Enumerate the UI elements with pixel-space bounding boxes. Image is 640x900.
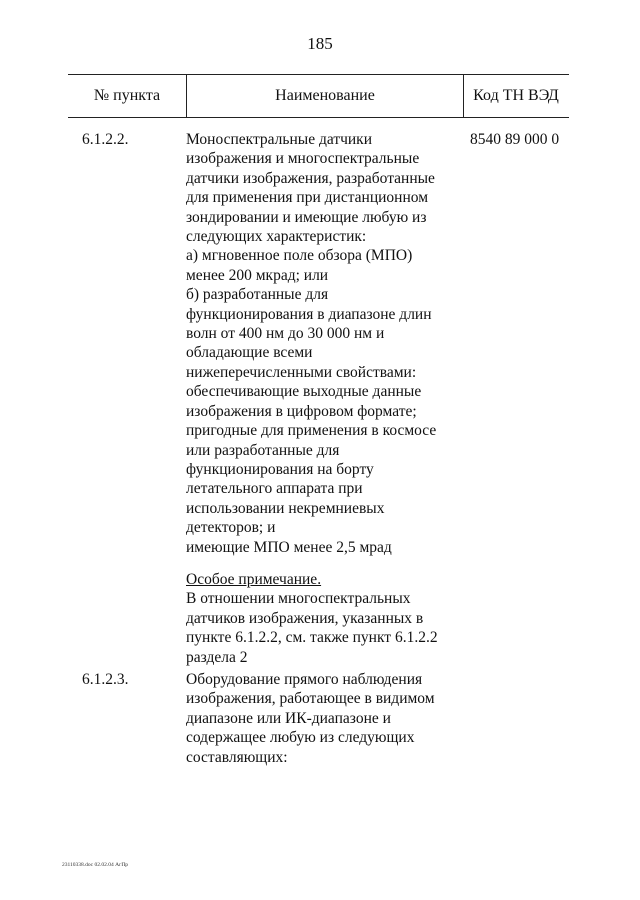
page-number: 185 [307, 34, 333, 53]
text-line: изображения и многоспектральные [186, 150, 420, 168]
text-line: функционирования в диапазоне длин [186, 305, 432, 323]
text-line: В отношении многоспектральных [186, 590, 411, 608]
text-line: Моноспектральные датчики [186, 131, 373, 148]
header-code: Код ТН ВЭД [473, 87, 559, 104]
text-line: менее 200 мкрад; или [186, 266, 329, 284]
text-line: раздела 2 [186, 648, 248, 666]
text-line: или разработанные для [186, 441, 340, 459]
text-line: функционирования на борту [186, 460, 374, 478]
text-line: детекторов; и [186, 519, 276, 537]
text-line: Оборудование прямого наблюдения [186, 671, 423, 688]
text-line: изображения, работающее в видимом [186, 690, 435, 708]
text-line: имеющие МПО менее 2,5 мрад [186, 538, 392, 556]
header-item-number: № пункта [93, 87, 161, 104]
note-title: Особое примечание. [186, 571, 322, 588]
text-line: обладающие всеми [186, 344, 313, 362]
text-line: обеспечивающие выходные данные [186, 383, 422, 401]
text-line: пригодные для применения в космосе [186, 422, 437, 440]
text-line: составляющих: [186, 748, 288, 766]
text-line: волн от 400 нм до 30 000 нм и [186, 325, 385, 343]
text-line: использовании некремниевых [186, 499, 385, 517]
item-number: 6.1.2.3. [82, 671, 129, 688]
special-note [186, 570, 461, 667]
text-line: изображения в цифровом формате; [186, 402, 417, 420]
item-number: 6.1.2.2. [82, 131, 129, 148]
text-line: диапазоне или ИК-диапазоне и [186, 709, 391, 727]
item-code: 8540 89 000 0 [470, 131, 560, 148]
item-description [186, 670, 461, 767]
text-line: зондировании и имеющие любую из [186, 208, 427, 226]
text-line: а) мгновенное поле обзора (МПО) [186, 247, 413, 265]
item-description [186, 130, 461, 557]
text-line: б) разработанные для [186, 286, 329, 304]
text-line: содержащее любую из следующих [186, 729, 415, 747]
text-line: летательного аппарата при [186, 480, 363, 498]
table-header [68, 74, 569, 118]
text-line: следующих характеристик: [186, 228, 367, 246]
text-line: датчиков изображения, указанных в [186, 609, 424, 627]
text-line: нижеперечисленными свойствами: [186, 363, 417, 381]
text-line: пункте 6.1.2.2, см. также пункт 6.1.2.2 [186, 629, 438, 647]
text-line: для применения при дистанционном [186, 189, 429, 207]
document-footer: 23110338.doc 02.02.04 АгПр [62, 862, 129, 868]
text-line: датчики изображения, разработанные [186, 169, 435, 187]
header-name: Наименование [186, 75, 464, 117]
